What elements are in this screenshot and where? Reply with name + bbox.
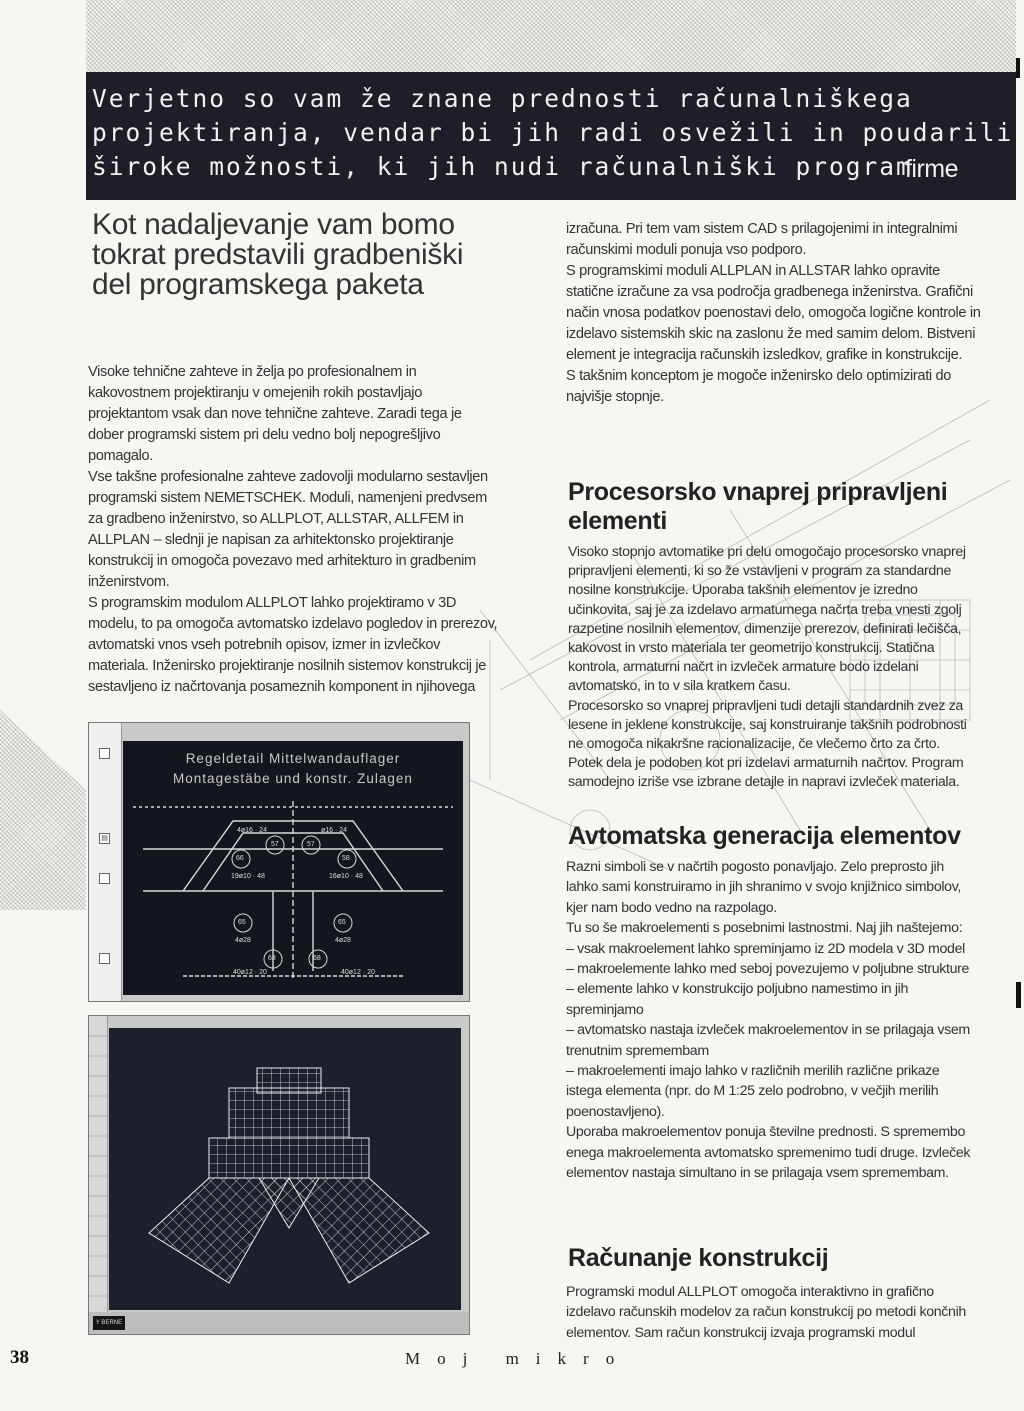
section-procesorsko-text [568, 543, 976, 793]
top-dither-band [86, 0, 1016, 72]
rebar-label: 4ø28 [235, 937, 251, 944]
section-avtomatska-text [566, 857, 978, 1184]
rebar-label: 40ø12 · 20 [233, 969, 267, 976]
banner-line-3: široke možnosti, ki jih nudi računalniški program [92, 152, 913, 181]
rebar-label: 16ø10 · 48 [329, 873, 363, 880]
edge-mark-right [1016, 982, 1021, 1008]
intro-heading: Kot nadaljevanje vam bomo tokrat predstavili gradbeniški del programskega paketa [92, 208, 464, 301]
rebar-label: 19ø10 · 48 [231, 873, 265, 880]
cad-canvas-mesh [109, 1028, 461, 1310]
page-number: 38 [10, 1347, 29, 1368]
toolbar-icon: ▤ [99, 833, 110, 844]
avtomatska-paragraph: Tu so še makroelementi s posebnimi lastnostmi. Naj jih naštejemo: [566, 920, 963, 937]
right-paragraph: S takšnim konceptom je mogoče inženirsko delo optimizirati do najvišje stopnje. [566, 368, 952, 405]
right-paragraph: izračuna. Pri tem vam sistem CAD s prilagojenimi in integralnimi računskimi moduli ponuja vso podporo. [566, 221, 958, 258]
section-heading-racunanje: Računanje konstrukcij [568, 1244, 829, 1272]
avtomatska-paragraph: Razni simboli se v načrtih pogosto ponavljajo. Zelo preprosto jih lahko sami konstruiramo in jih shranimo v svojo knjižnico simbolov, kjer nam bodo vedno na razpolago. [566, 859, 961, 916]
banner-line-2: projektiranja, vendar bi jih radi osvežili in poudarili [92, 118, 1014, 147]
cad-canvas-detail [123, 741, 463, 995]
rebar-label: 4ø16 · 24 [237, 827, 267, 834]
rebar-label: ø16 · 24 [321, 827, 348, 834]
left-dither-triangle [0, 710, 86, 910]
rebar-label: 66 [236, 855, 244, 862]
cad-toolbar [89, 723, 122, 1001]
left-paragraph: Vse takšne profesionalne zahteve zadovolji modularno sestavljen programski sistem NEMETSCHEK. Moduli, namenjeni predvsem za gradbeno inženirstvo, so ALLPLOT, ALLSTAR, ALLFEM in ALLPLAN – slednji je napisan za arhitektonsko projektiranje konstrukcij in omogoča povezavo med arhitekturo in gradbenim inženirstvom. [88, 469, 488, 590]
status-bar [89, 1312, 469, 1334]
banner-line-1: Verjetno so vam že znane prednosti računalniškega [92, 84, 913, 113]
toolbar-grid-icon [89, 1016, 107, 1334]
procesorsko-paragraph: Visoko stopnjo avtomatike pri delu omogočajo procesorsko vnaprej pripravljeni elementi, ki so že vstavljeni v program za standardne nosilne konstrukcije. Uporaba takšnih elementov je izredno učinkovita, saj je za izdelavo armaturnega načrta treba vnesti zgolj razpetine nosilnih elementov, dimenzije prerezov, definirati lečišča, kakovost in vrsto materiala ter geometrijo konstrukcij. Statična kontrola, armaturni načrt in izvleček armature bodo izdelani avtomatsko, in to v sila kratkem času. [568, 544, 966, 695]
rebar-detail-drawing [123, 741, 463, 995]
section-heading-procesorsko: Procesorsko vnaprej pripravljeni elementi [568, 478, 948, 535]
cad-screenshot-detail [88, 722, 470, 1002]
toolbar-icon [99, 873, 110, 884]
edge-mark-top [1016, 58, 1020, 78]
left-paragraph: S programskim modulom ALLPLOT lahko projektiramo v 3D modelu, to pa omogoča avtomatsko izdelavo pogledov in prerezov, avtomatski vnos vseh potrebnih opisov, izmer in izvlečkov materiala. Inženirsko projektiranje nosilnih sistemov konstrukcij je sestavljeno iz načrtovanja posameznih komponent in njihovega [88, 595, 498, 695]
section-racunanje-text [566, 1282, 978, 1343]
avtomatska-list-item: – avtomatsko nastaja izvleček makroelementov in se prilagaja vsem trenutnim spremembam [566, 1022, 970, 1059]
right-column-top-text [566, 219, 982, 408]
headline-banner [86, 72, 1016, 200]
toolbar-icon [99, 953, 110, 964]
cad-screenshot-mesh [88, 1015, 470, 1335]
fem-mesh-drawing [109, 1028, 461, 1310]
rebar-label: 40ø12 · 20 [341, 969, 375, 976]
right-paragraph: S programskimi moduli ALLPLAN in ALLSTAR lahko opravite statične izračune za vsa področja gradbenega inženirstva. Grafični način vnosa podatkov poenostavi delo, omogoča logične kontrole in izdelavo sistemskih skic na zaslonu že med samim delom. Bistveni element je integracija računskih izsledkov, grafike in konstrukcije. [566, 263, 981, 363]
section-heading-avtomatska: Avtomatska generacija elementov [568, 822, 961, 850]
cad-title-line-1: Regeldetail Mittelwandauflager [185, 751, 401, 766]
left-column-text [88, 362, 500, 698]
banner-firme: firme [904, 155, 958, 183]
magazine-name: Moj mikro [405, 1349, 632, 1368]
rebar-label: 65 [338, 919, 346, 926]
toolbar-icon [99, 748, 110, 759]
racunanje-paragraph: Programski modul ALLPLOT omogoča interaktivno in grafično izdelavo računskih modelov za račun konstrukcij po metodi končnih elementov. Sam račun konstrukcij izvaja programski modul [566, 1284, 966, 1341]
procesorsko-paragraph: Procesorsko so vnaprej pripravljeni tudi detajli standardnih zvez za lesene in jeklene konstrukcije, saj konstruiranje takšnih podrobnosti ne omogoča nikakršne racionalizacije, če vlečemo črto za črto. Potek dela je podoben kot pri izdelavi armaturnih načrtov. Program samodejno izriše vse izbrane detajle in napravi izvleček materiala. [568, 697, 967, 791]
avtomatska-list-item: – vsak makroelement lahko spreminjamo iz 2D modela v 3D model [566, 940, 965, 957]
rebar-label: 58 [342, 855, 350, 862]
rebar-label: 57 [271, 841, 279, 848]
rebar-label: 68 [268, 955, 276, 962]
avtomatska-list-item: – elemente lahko v konstrukcijo poljubno namestimo in jih spreminjamo [566, 981, 909, 1018]
left-paragraph: Visoke tehnične zahteve in želja po profesionalnem in kakovostnem projektiranju v omejenih rokih postavljajo projektantom vsak dan nove tehnične zahteve. Zaradi tega je dober programski sistem pri delu vedno bolj nepogrešljivo pomagalo. [88, 364, 462, 464]
status-label: Y BERNE [93, 1316, 125, 1330]
rebar-label: 65 [238, 919, 246, 926]
avtomatska-paragraph: Uporaba makroelementov ponuja številne prednosti. S spremembo enega makroelementa avtomatsko spremenimo tudi druge. Izvleček elementov nastaja simultano in se prilagaja vsem spremembam. [566, 1124, 971, 1182]
avtomatska-list-item: – makroelemente lahko med seboj povezujemo v poljubne strukture [566, 961, 970, 978]
avtomatska-list-item: – makroelementi imajo lahko v različnih merilih različne prikaze istega elementa (npr. do M 1:25 zelo podrobno, v večjih merilih poenostavljeno). [566, 1063, 940, 1120]
rebar-label: 57 [307, 841, 315, 848]
cad-title-line-2: Montagestäbe und konstr. Zulagen [173, 771, 413, 786]
rebar-label: 68 [313, 955, 321, 962]
rebar-label: 4ø28 [335, 937, 351, 944]
cad-toolbar-2 [89, 1016, 108, 1334]
